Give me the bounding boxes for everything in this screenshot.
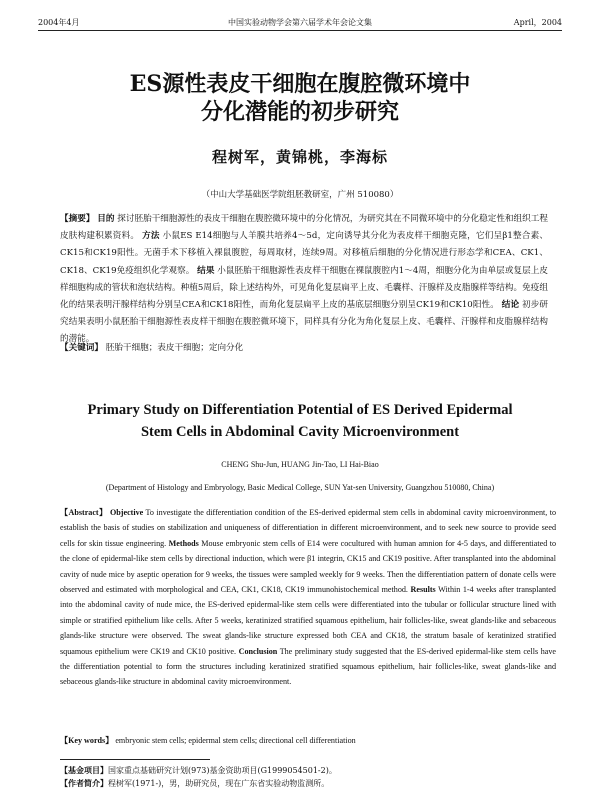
running-head bbox=[38, 12, 562, 31]
title-en-line-1: Primary Study on Differentiation Potential of ES Derived Epidermal bbox=[87, 402, 513, 418]
methods-en-label: Methods bbox=[168, 538, 199, 548]
authors-en: CHENG Shu-Jun, HUANG Jin-Tao, LI Hai-Biao bbox=[221, 460, 379, 469]
abstract-zh-label: 【摘要】 bbox=[60, 214, 95, 224]
keywords-zh-text: 胚胎干细胞；表皮干细胞；定向分化 bbox=[105, 343, 244, 353]
footnote-author bbox=[60, 777, 560, 790]
affiliation-en: (Department of Histology and Embryology, Basic Medical College, SUN Yat-sen University, Guangzhou 510080, China) bbox=[105, 483, 495, 492]
objective-zh-text: 探讨胚胎干细胞源性的表皮干细胞在腹腔微环境中的分化情况，为研究其在不同微环境中的分化稳定性和组织工程皮肤构建积累资料。 bbox=[60, 214, 548, 242]
objective-en-label: Objective bbox=[109, 508, 144, 517]
footnote-author-text: 程树军(1971-)，男，助研究员，现在广东省实验动物监测所。 bbox=[108, 779, 330, 788]
title-en-line-2: Stem Cells in Abdominal Cavity Microenvironment bbox=[140, 424, 460, 440]
footnote-fund-text: 国家重点基础研究计划(973)基金资助项目(G1999054501-2)。 bbox=[108, 766, 337, 775]
affiliation-zh: （中山大学基础医学院组胚教研室，广州 510080） bbox=[201, 190, 399, 200]
title-zh-line-2: 分化潜能的初步研究 bbox=[200, 99, 399, 125]
keywords-zh bbox=[60, 341, 548, 353]
footnote-author-label: 【作者简介】 bbox=[60, 778, 108, 788]
footnote-fund bbox=[60, 764, 560, 777]
keywords-en bbox=[60, 735, 556, 746]
keywords-zh-label: 【关键词】 bbox=[60, 343, 103, 353]
keywords-en-label: 【Key words】 bbox=[60, 736, 114, 745]
running-head-journal: 中国实验动物学会第六届学术年会论文集 bbox=[228, 18, 372, 27]
objective-en-text: To investigate the differentiation condition of the ES-derived epidermal stem cells in abdominal cavity microenvironment, to establish the basis of studies on stabilization and uniqueness of differentiation in different microenvironment, and to seek new source to provide seed cells for skin tissue engineering. bbox=[60, 508, 556, 548]
objective-zh-label: 目的 bbox=[97, 214, 115, 224]
title-zh bbox=[0, 70, 600, 126]
conclusion-en-label: Conclusion bbox=[238, 646, 278, 656]
footnote-fund-label: 【基金项目】 bbox=[60, 765, 108, 775]
title-en bbox=[0, 399, 600, 443]
keywords-en-text: embryonic stem cells; epidermal stem cells; directional cell differentiation bbox=[115, 736, 356, 745]
running-head-date: 2004年4月 bbox=[38, 18, 80, 27]
conclusion-zh-label: 结论 bbox=[501, 300, 520, 311]
conclusion-zh-text: 初步研究结果表明小鼠胚胎干细胞源性表皮样干细胞在腹腔微环境下，同样具有分化为角化复层上皮、毛囊样、汗腺样和皮脂腺样结构的潜能。 bbox=[60, 300, 548, 345]
methods-zh-text: 小鼠ES E14细胞与人羊膜共培养4～5d，定向诱导其分化为表皮样干细胞克隆，它们呈β1整合素、CK15和CK19阳性。无菌手术下移植入裸鼠腹腔，每周取材，连续9周。对移植后细胞的分化情况进行形态学和CEA、CK1、CK18、CK19免疫组织化学观察。 bbox=[60, 231, 548, 276]
results-zh-text: 小鼠胚胎干细胞源性表皮样干细胞在裸鼠腹腔内1～4周，细胞分化为由单层或复层上皮样细胞构成的管状和泡状结构。种植5周后，除上述结构外，可见角化复层扁平上皮、毛囊样、汗腺样及皮脂腺样等结构。免疫组化的结果表明汗腺样结构分别呈CEA和CK18阳性，而角化复层扁平上皮的基底层细胞分别呈CK19和CK10阳性。 bbox=[60, 265, 548, 311]
abstract-zh bbox=[60, 211, 548, 349]
running-head-date-en: April，2004 bbox=[513, 18, 562, 27]
abstract-en-label: 【Abstract】 bbox=[60, 508, 108, 517]
abstract-en bbox=[60, 505, 556, 690]
results-zh-label: 结果 bbox=[197, 265, 215, 276]
conclusion-en-text: The preliminary study suggested that the ES-derived epidermal-like stem cells have the differentiation potential to form the structures including keratinized stratified squamous epithelium, hair follicles-like, sweat glands-like and sebaceous glands-like structure in abdominal cavity microenvironment. bbox=[60, 646, 556, 687]
results-en-text: Within 1-4 weeks after transplanted into the abdominal cavity of nude mice, the ES-derived epidermal-like stem cells were differentiated into the tubular or follicular structure lined with simple or stratified epithelium like cells. After 5 weeks, keratinized stratified squamous epithelium, hair follicles-like, sweat glands-like and sebaceous glands-like structure were observed. The sweat glands-like structure expressed both CEA and CK18, the stratum basale of keratinized stratified squamous epithelium were CK19 and CK10 positive. bbox=[60, 585, 556, 656]
header-rule bbox=[38, 30, 562, 31]
title-zh-line-1: ES源性表皮干细胞在腹腔微环境中 bbox=[129, 71, 471, 97]
methods-en-text: Mouse embryonic stem cells of E14 were cocultured with human amnion for 4-5 days, and differentiated to the clone of epidermal-like stem cells by directional induction, which were β1 integrin, CK15 and CK19 positive. After transplanted into the abdominal cavity of nude mice by aseptic operation for 9 weeks, the tissues were sampled weekly for 9 weeks. Then the differentiation pattern of donate cells were observed and estimated with morphological and CEA, CK1, CK18, CK19 immunohistochemical method. bbox=[60, 538, 556, 595]
methods-zh-label: 方法 bbox=[142, 231, 160, 242]
authors-zh: 程树军，黄锦桃，李海标 bbox=[211, 148, 388, 166]
footnote-rule bbox=[60, 759, 210, 760]
results-en-label: Results bbox=[410, 585, 436, 595]
footnotes bbox=[60, 764, 560, 790]
